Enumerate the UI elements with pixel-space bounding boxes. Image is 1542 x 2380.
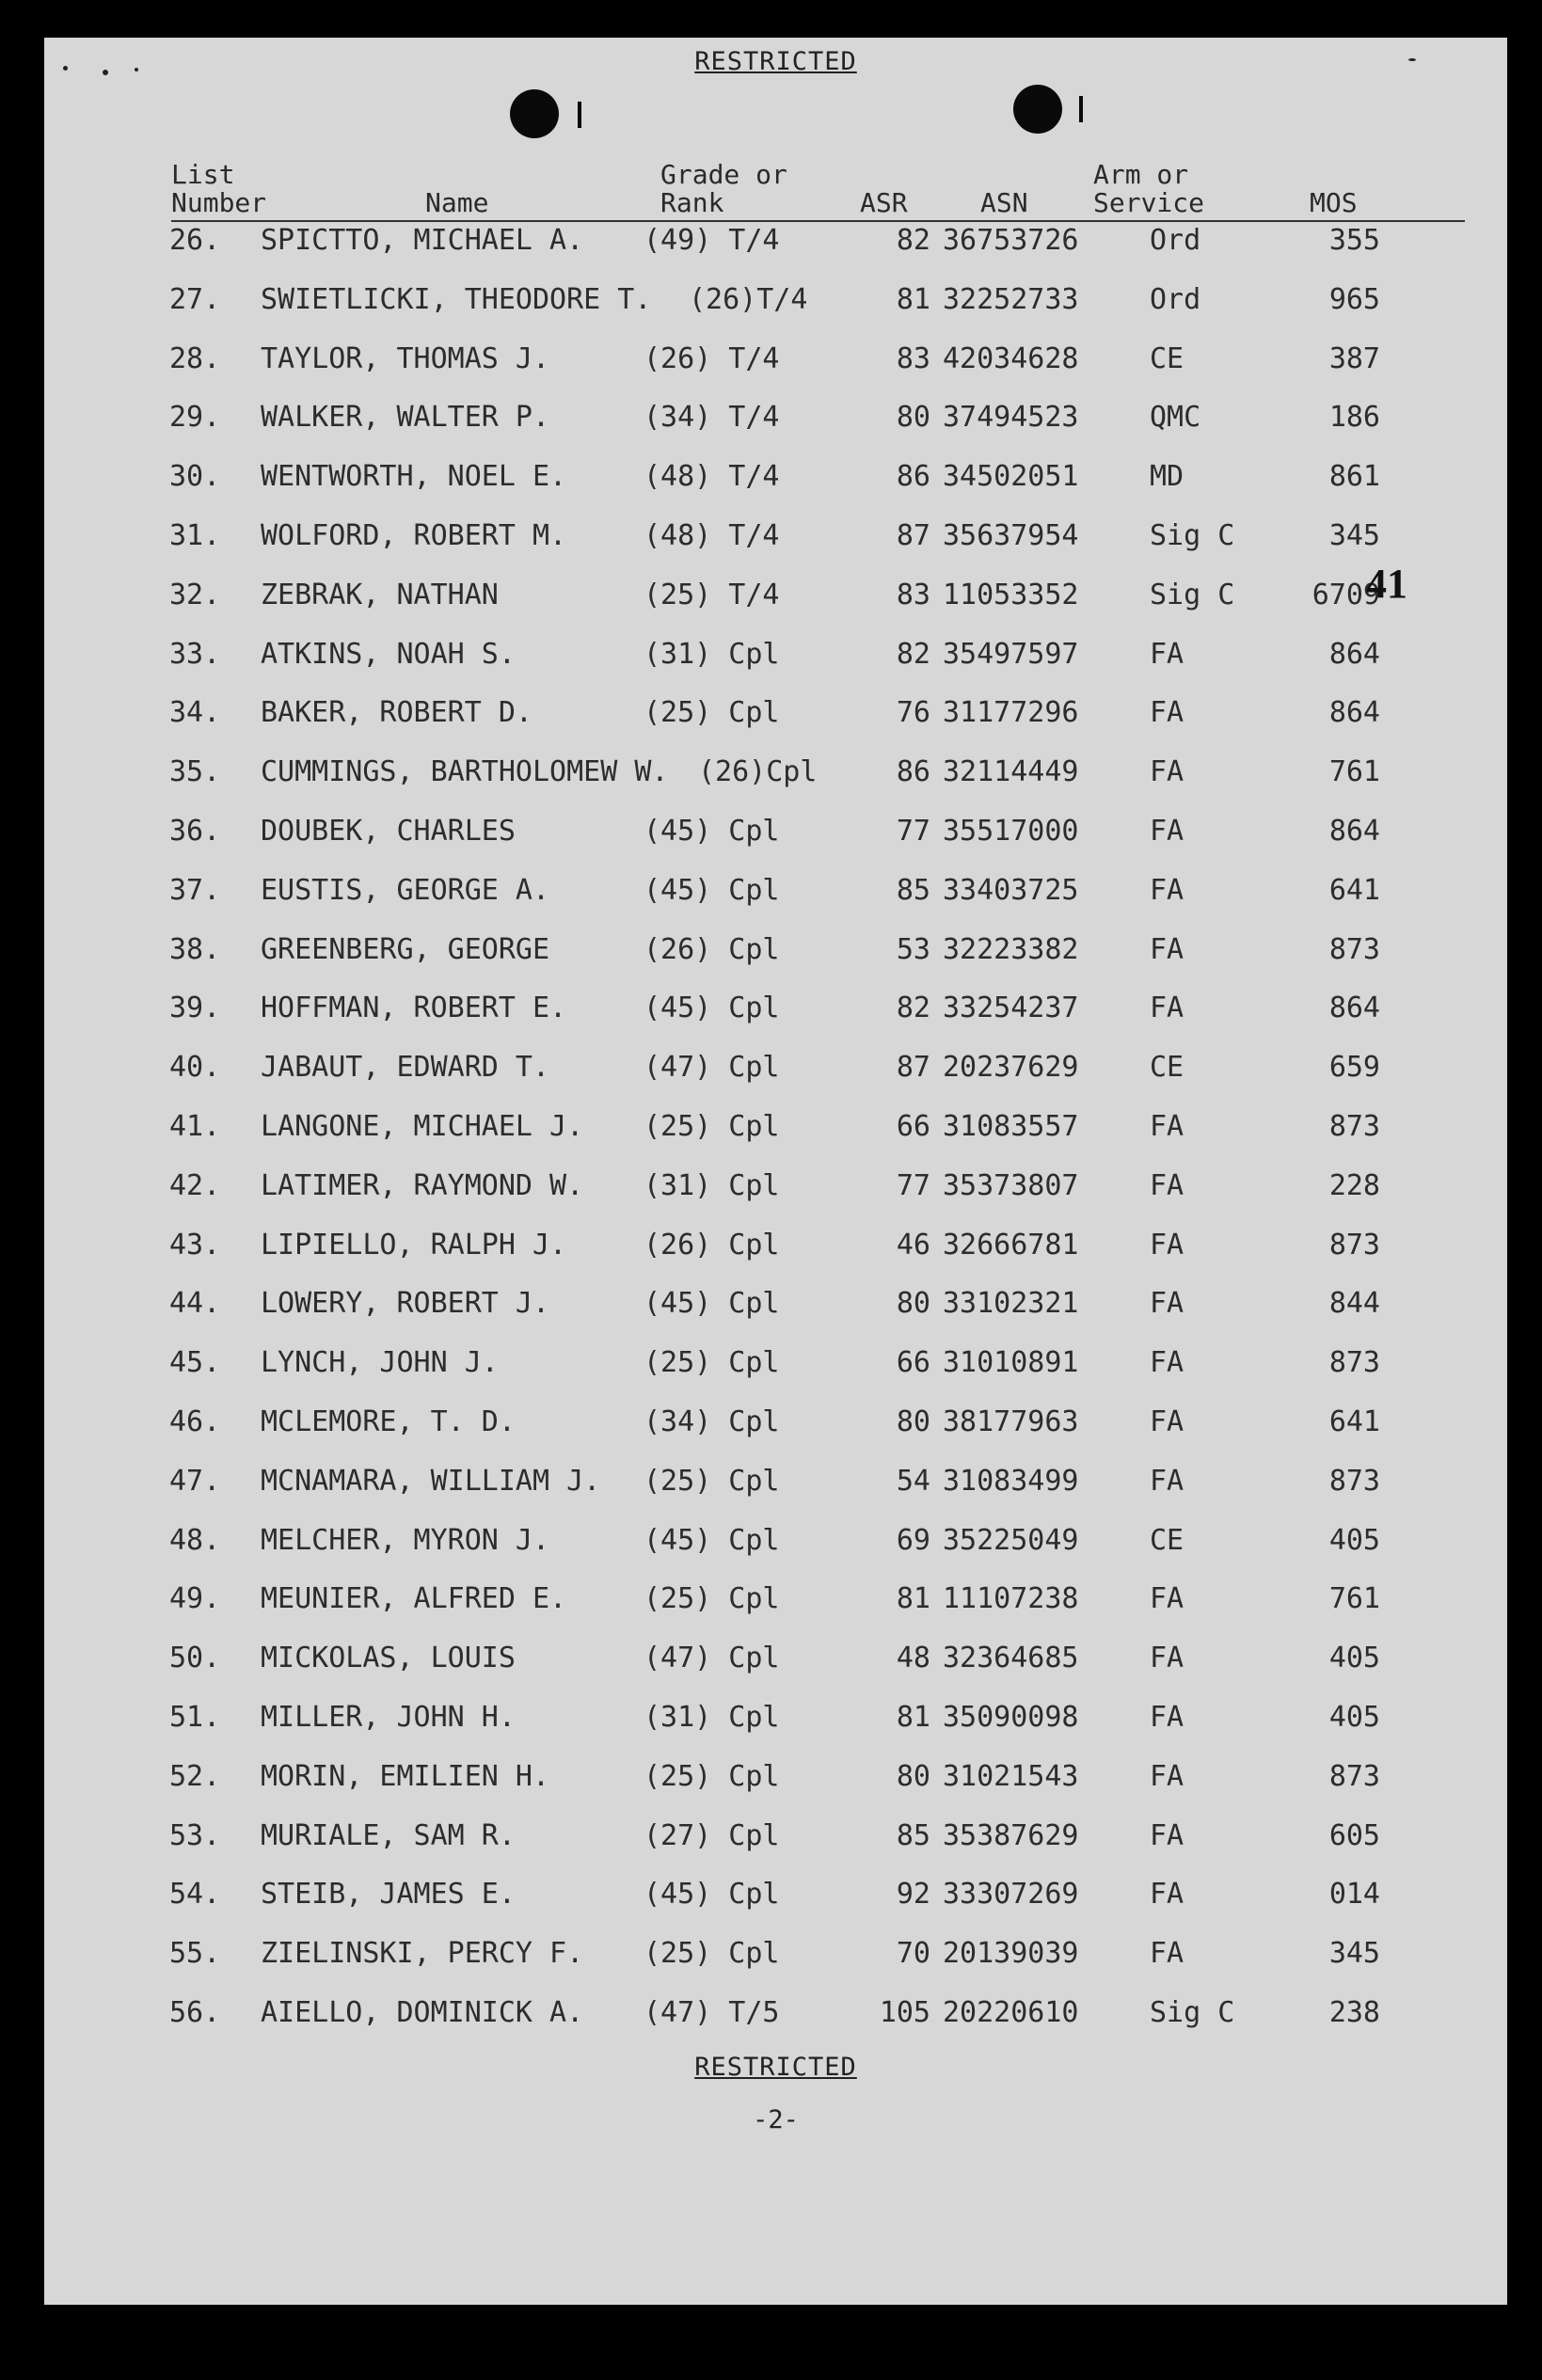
row-asn: 32666781 (943, 1228, 1079, 1261)
row-grade: (47) T/5 (644, 1996, 780, 2029)
row-grade: (31) Cpl (644, 1168, 780, 1202)
row-asn: 35637954 (943, 519, 1079, 552)
row-name: WENTWORTH, NOEL E. (261, 460, 567, 494)
row-arm: FA (1150, 1464, 1184, 1498)
row-name: LATIMER, RAYMOND W. (261, 1168, 584, 1202)
row-asn: 36753726 (943, 224, 1079, 257)
row-grade: (47) Cpl (644, 1051, 780, 1085)
row-asr: 83 (896, 341, 930, 375)
row-mos: 873 (1328, 932, 1380, 966)
row-grade: (45) Cpl (644, 1523, 780, 1557)
row-mos: 405 (1328, 1523, 1380, 1557)
row-arm: FA (1150, 637, 1184, 671)
row-arm: FA (1150, 1168, 1184, 1202)
table-row (44, 222, 1507, 260)
row-arm: FA (1150, 1228, 1184, 1261)
row-asr: 85 (896, 1818, 930, 1852)
row-mos: 014 (1328, 1878, 1380, 1912)
row-asn: 42034628 (943, 341, 1079, 375)
row-name: MICKOLAS, LOUIS (261, 1642, 516, 1675)
row-name: BAKER, ROBERT D. (261, 696, 533, 730)
row-name: ZIELINSKI, PERCY F. (261, 1937, 584, 1971)
table-row (44, 754, 1507, 791)
row-grade: (25) Cpl (644, 1464, 780, 1498)
row-arm: FA (1150, 1287, 1184, 1321)
row-asn: 32114449 (943, 755, 1079, 789)
row-name: LIPIELLO, RALPH J. (261, 1228, 567, 1261)
row-mos: 873 (1328, 1228, 1380, 1261)
row-asr: 77 (896, 815, 930, 848)
table-row (44, 341, 1507, 378)
row-number: 44. (169, 1287, 221, 1321)
table-row (44, 931, 1507, 969)
row-asn: 20220610 (943, 1996, 1079, 2029)
row-mos: 355 (1328, 224, 1380, 257)
stamped-page-number: 41 (1366, 561, 1407, 607)
row-mos: 844 (1328, 1287, 1380, 1321)
row-number: 47. (169, 1464, 221, 1498)
row-number: 35. (169, 755, 221, 789)
row-grade: (45) Cpl (644, 1878, 780, 1912)
row-asr: 86 (896, 460, 930, 494)
row-arm: Ord (1150, 224, 1201, 257)
row-asr: 82 (896, 637, 930, 671)
row-asn: 33254237 (943, 992, 1079, 1025)
table-row (44, 517, 1507, 555)
row-name: ZEBRAK, NATHAN (261, 578, 499, 611)
row-grade: (25) Cpl (644, 1346, 780, 1380)
row-name: JABAUT, EDWARD T. (261, 1051, 550, 1085)
row-arm: MD (1150, 460, 1184, 494)
row-asr: 105 (879, 1996, 930, 2029)
row-name: LOWERY, ROBERT J. (261, 1287, 550, 1321)
header-asn: ASN (980, 187, 1028, 218)
row-arm: FA (1150, 873, 1184, 907)
row-mos: 864 (1328, 992, 1380, 1025)
row-asn: 32364685 (943, 1642, 1079, 1675)
row-name: MCNAMARA, WILLIAM J. (261, 1464, 601, 1498)
row-grade: (25) Cpl (644, 1759, 780, 1793)
row-asn: 35090098 (943, 1701, 1079, 1734)
row-asn: 31083499 (943, 1464, 1079, 1498)
row-number: 45. (169, 1346, 221, 1380)
row-grade: (45) Cpl (644, 815, 780, 848)
row-mos: 761 (1328, 755, 1380, 789)
table-row (44, 1049, 1507, 1087)
row-arm: CE (1150, 341, 1184, 375)
row-number: 34. (169, 696, 221, 730)
row-number: 51. (169, 1701, 221, 1734)
row-asn: 35387629 (943, 1818, 1079, 1852)
binder-hole-mark-left (578, 102, 581, 128)
row-number: 39. (169, 992, 221, 1025)
classification-header: RESTRICTED (694, 47, 857, 76)
row-number: 28. (169, 341, 221, 375)
row-asn: 33307269 (943, 1878, 1079, 1912)
row-asr: 81 (896, 282, 930, 316)
table-row (44, 1344, 1507, 1382)
table-row (44, 458, 1507, 496)
row-asr: 77 (896, 1168, 930, 1202)
row-grade: (27) Cpl (644, 1818, 780, 1852)
table-row (44, 636, 1507, 674)
row-mos: 186 (1328, 401, 1380, 435)
row-arm: FA (1150, 1878, 1184, 1912)
row-number: 49. (169, 1582, 221, 1616)
scan-speck (103, 70, 108, 75)
row-arm: CE (1150, 1523, 1184, 1557)
row-name: ATKINS, NOAH S. (261, 637, 516, 671)
row-asn: 32252733 (943, 282, 1079, 316)
table-row (44, 1817, 1507, 1855)
row-arm: FA (1150, 1405, 1184, 1438)
row-asr: 85 (896, 873, 930, 907)
header-grade-line2: Rank (660, 187, 724, 218)
row-number: 32. (169, 578, 221, 611)
row-asn: 11107238 (943, 1582, 1079, 1616)
row-asn: 20237629 (943, 1051, 1079, 1085)
row-arm: FA (1150, 696, 1184, 730)
row-arm: QMC (1150, 401, 1201, 435)
row-number: 33. (169, 637, 221, 671)
row-mos: 864 (1328, 815, 1380, 848)
table-row (44, 1640, 1507, 1677)
row-number: 54. (169, 1878, 221, 1912)
row-mos: 6709 (1311, 578, 1380, 611)
row-asr: 82 (896, 992, 930, 1025)
row-grade: (26) T/4 (644, 341, 780, 375)
row-asn: 31083557 (943, 1110, 1079, 1143)
row-asr: 80 (896, 1405, 930, 1438)
table-row (44, 1227, 1507, 1264)
row-asn: 34502051 (943, 460, 1079, 494)
row-mos: 873 (1328, 1110, 1380, 1143)
row-name: MEUNIER, ALFRED E. (261, 1582, 567, 1616)
row-asn: 32223382 (943, 932, 1079, 966)
table-row (44, 577, 1507, 614)
row-name: MURIALE, SAM R. (261, 1818, 516, 1852)
header-arm-line1: Arm or (1093, 159, 1189, 190)
row-number: 46. (169, 1405, 221, 1438)
scan-speck (135, 68, 138, 71)
table-row (44, 1285, 1507, 1323)
table-row (44, 1935, 1507, 1973)
row-asr: 54 (896, 1464, 930, 1498)
row-mos: 641 (1328, 873, 1380, 907)
row-mos: 228 (1328, 1168, 1380, 1202)
table-row (44, 1876, 1507, 1913)
row-asr: 66 (896, 1110, 930, 1143)
header-list-line1: List (171, 159, 235, 190)
row-grade: (45) Cpl (644, 873, 780, 907)
row-number: 42. (169, 1168, 221, 1202)
row-asn: 35225049 (943, 1523, 1079, 1557)
row-grade: (25) T/4 (644, 578, 780, 611)
scan-speck (63, 66, 68, 71)
row-asr: 82 (896, 224, 930, 257)
row-name: HOFFMAN, ROBERT E. (261, 992, 567, 1025)
row-asr: 81 (896, 1582, 930, 1616)
row-asn: 35517000 (943, 815, 1079, 848)
row-arm: FA (1150, 1642, 1184, 1675)
row-name: SWIETLICKI, THEODORE T. (261, 282, 652, 316)
row-number: 50. (169, 1642, 221, 1675)
row-number: 56. (169, 1996, 221, 2029)
header-arm-line2: Service (1093, 187, 1205, 218)
table-row (44, 281, 1507, 319)
row-grade: (45) Cpl (644, 992, 780, 1025)
row-arm: Sig C (1150, 1996, 1235, 2029)
row-grade: (31) Cpl (644, 637, 780, 671)
row-asn: 31177296 (943, 696, 1079, 730)
row-grade: (34) Cpl (644, 1405, 780, 1438)
row-asn: 33102321 (943, 1287, 1079, 1321)
row-grade: (31) Cpl (644, 1701, 780, 1734)
row-grade: (47) Cpl (644, 1642, 780, 1675)
row-arm: CE (1150, 1051, 1184, 1085)
row-number: 26. (169, 224, 221, 257)
row-mos: 605 (1328, 1818, 1380, 1852)
row-asr: 48 (896, 1642, 930, 1675)
table-row (44, 1758, 1507, 1796)
binder-hole-mark-right (1079, 96, 1083, 122)
row-asn: 11053352 (943, 578, 1079, 611)
row-arm: Ord (1150, 282, 1201, 316)
row-arm: FA (1150, 1818, 1184, 1852)
row-arm: Sig C (1150, 578, 1235, 611)
row-arm: FA (1150, 1346, 1184, 1380)
row-arm: Sig C (1150, 519, 1235, 552)
binder-hole-left (510, 89, 559, 138)
row-name: WALKER, WALTER P. (261, 401, 550, 435)
row-arm: FA (1150, 755, 1184, 789)
row-mos: 659 (1328, 1051, 1380, 1085)
row-grade: (26)Cpl (698, 755, 818, 789)
row-number: 53. (169, 1818, 221, 1852)
row-mos: 965 (1328, 282, 1380, 316)
row-asr: 76 (896, 696, 930, 730)
row-arm: FA (1150, 1937, 1184, 1971)
row-name: GREENBERG, GEORGE (261, 932, 550, 966)
row-mos: 864 (1328, 637, 1380, 671)
row-mos: 861 (1328, 460, 1380, 494)
row-name: MCLEMORE, T. D. (261, 1405, 516, 1438)
row-grade: (34) T/4 (644, 401, 780, 435)
row-asr: 70 (896, 1937, 930, 1971)
row-name: MELCHER, MYRON J. (261, 1523, 550, 1557)
row-asr: 81 (896, 1701, 930, 1734)
row-arm: FA (1150, 1110, 1184, 1143)
row-asr: 86 (896, 755, 930, 789)
row-asn: 31021543 (943, 1759, 1079, 1793)
row-arm: FA (1150, 932, 1184, 966)
scan-speck (1408, 58, 1416, 61)
table-row (44, 1463, 1507, 1500)
header-asr: ASR (860, 187, 908, 218)
table-row (44, 399, 1507, 436)
table-row (44, 1994, 1507, 2032)
row-asn: 35497597 (943, 637, 1079, 671)
row-name: EUSTIS, GEORGE A. (261, 873, 550, 907)
table-row (44, 990, 1507, 1027)
row-name: STEIB, JAMES E. (261, 1878, 516, 1912)
row-asr: 80 (896, 1759, 930, 1793)
row-asr: 92 (896, 1878, 930, 1912)
document-page (44, 38, 1507, 2305)
row-number: 31. (169, 519, 221, 552)
header-name: Name (425, 187, 489, 218)
row-asr: 69 (896, 1523, 930, 1557)
row-grade: (49) T/4 (644, 224, 780, 257)
row-name: AIELLO, DOMINICK A. (261, 1996, 584, 2029)
row-asr: 66 (896, 1346, 930, 1380)
row-asn: 37494523 (943, 401, 1079, 435)
row-arm: FA (1150, 992, 1184, 1025)
row-asn: 38177963 (943, 1405, 1079, 1438)
row-name: DOUBEK, CHARLES (261, 815, 516, 848)
row-name: MILLER, JOHN H. (261, 1701, 516, 1734)
row-mos: 873 (1328, 1759, 1380, 1793)
row-asn: 33403725 (943, 873, 1079, 907)
row-asr: 87 (896, 519, 930, 552)
row-grade: (48) T/4 (644, 519, 780, 552)
row-number: 48. (169, 1523, 221, 1557)
row-name: CUMMINGS, BARTHOLOMEW W. (261, 755, 669, 789)
table-row (44, 1167, 1507, 1205)
table-row (44, 813, 1507, 850)
row-mos: 405 (1328, 1701, 1380, 1734)
row-number: 36. (169, 815, 221, 848)
table-row (44, 872, 1507, 910)
page-number: -2- (753, 2105, 799, 2134)
header-grade-line1: Grade or (660, 159, 787, 190)
row-number: 27. (169, 282, 221, 316)
row-number: 55. (169, 1937, 221, 1971)
row-grade: (26) Cpl (644, 932, 780, 966)
table-row (44, 1108, 1507, 1146)
table-row (44, 1522, 1507, 1560)
row-grade: (25) Cpl (644, 1582, 780, 1616)
table-row (44, 694, 1507, 732)
row-asr: 80 (896, 1287, 930, 1321)
row-grade: (26) Cpl (644, 1228, 780, 1261)
row-grade: (25) Cpl (644, 696, 780, 730)
row-asn: 31010891 (943, 1346, 1079, 1380)
row-asr: 53 (896, 932, 930, 966)
header-mos: MOS (1310, 187, 1358, 218)
classification-footer: RESTRICTED (694, 2053, 857, 2082)
row-mos: 641 (1328, 1405, 1380, 1438)
row-asr: 87 (896, 1051, 930, 1085)
row-number: 40. (169, 1051, 221, 1085)
row-mos: 238 (1328, 1996, 1380, 2029)
row-name: SPICTTO, MICHAEL A. (261, 224, 584, 257)
binder-hole-right (1013, 85, 1062, 134)
row-name: WOLFORD, ROBERT M. (261, 519, 567, 552)
row-mos: 345 (1328, 1937, 1380, 1971)
row-name: TAYLOR, THOMAS J. (261, 341, 550, 375)
row-number: 43. (169, 1228, 221, 1261)
row-mos: 761 (1328, 1582, 1380, 1616)
row-number: 37. (169, 873, 221, 907)
row-name: LANGONE, MICHAEL J. (261, 1110, 584, 1143)
table-row (44, 1404, 1507, 1441)
row-asr: 83 (896, 578, 930, 611)
row-mos: 864 (1328, 696, 1380, 730)
row-asr: 80 (896, 401, 930, 435)
row-mos: 345 (1328, 519, 1380, 552)
row-asn: 20139039 (943, 1937, 1079, 1971)
row-number: 38. (169, 932, 221, 966)
table-row (44, 1699, 1507, 1737)
row-mos: 387 (1328, 341, 1380, 375)
row-arm: FA (1150, 815, 1184, 848)
row-grade: (25) Cpl (644, 1937, 780, 1971)
row-name: LYNCH, JOHN J. (261, 1346, 499, 1380)
table-row (44, 1580, 1507, 1618)
row-arm: FA (1150, 1701, 1184, 1734)
row-arm: FA (1150, 1759, 1184, 1793)
row-mos: 873 (1328, 1346, 1380, 1380)
row-grade: (45) Cpl (644, 1287, 780, 1321)
row-grade: (48) T/4 (644, 460, 780, 494)
row-number: 52. (169, 1759, 221, 1793)
row-grade: (26)T/4 (689, 282, 808, 316)
row-name: MORIN, EMILIEN H. (261, 1759, 550, 1793)
row-asn: 35373807 (943, 1168, 1079, 1202)
header-list-line2: Number (171, 187, 267, 218)
row-number: 29. (169, 401, 221, 435)
row-number: 30. (169, 460, 221, 494)
row-number: 41. (169, 1110, 221, 1143)
row-arm: FA (1150, 1582, 1184, 1616)
row-mos: 873 (1328, 1464, 1380, 1498)
row-mos: 405 (1328, 1642, 1380, 1675)
row-asr: 46 (896, 1228, 930, 1261)
row-grade: (25) Cpl (644, 1110, 780, 1143)
